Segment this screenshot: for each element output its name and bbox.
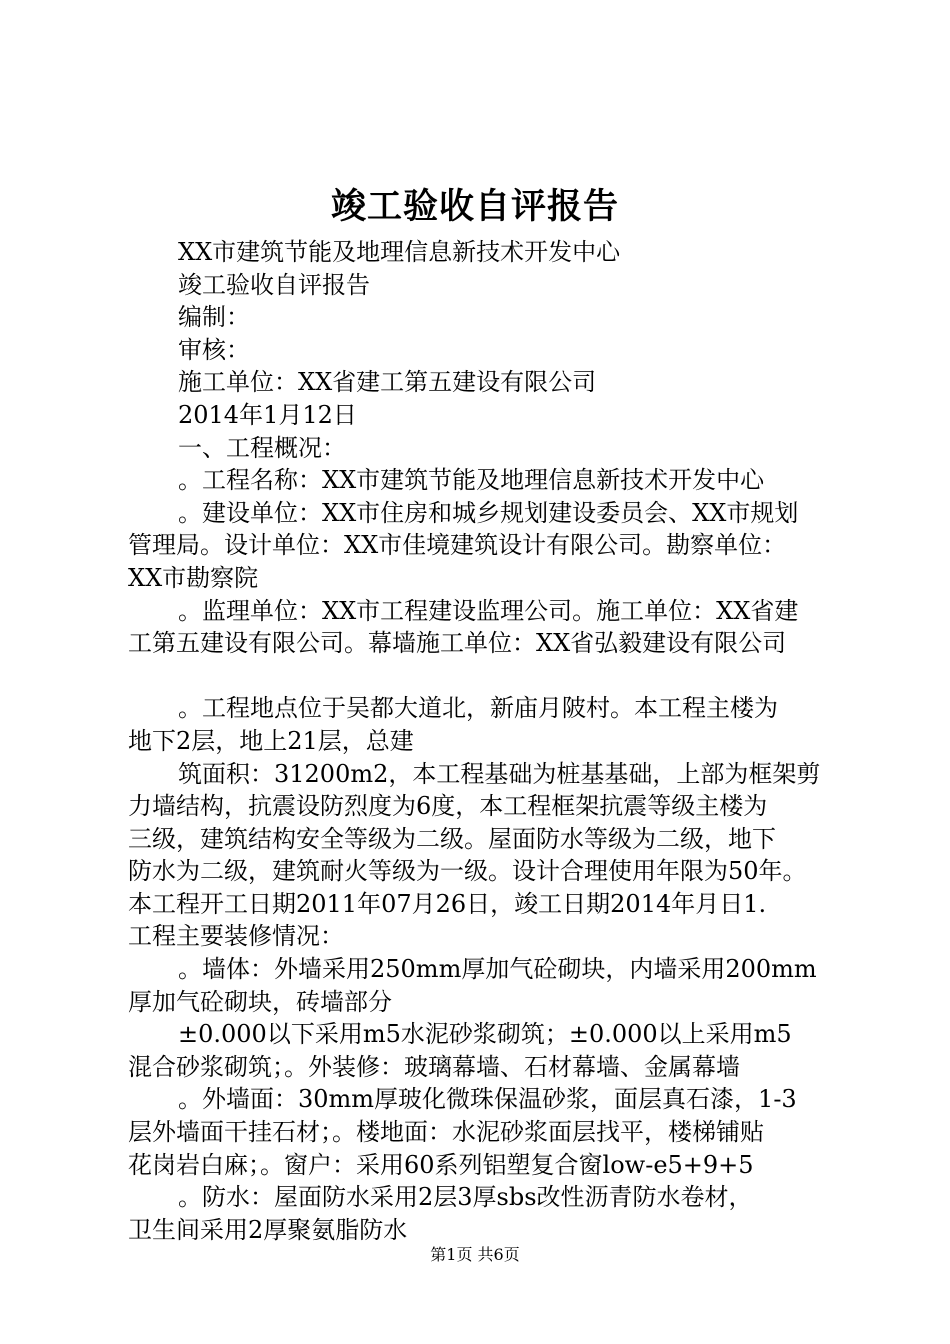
paragraph-line: 。监理单位：XX市工程建设监理公司。施工单位：XX省建 bbox=[178, 596, 799, 625]
paragraph-line: XX市建筑节能及地理信息新技术开发中心 bbox=[178, 238, 621, 266]
paragraph-line: 。墙体：外墙采用250mm厚加气砼砌块，内墙采用200mm bbox=[178, 955, 817, 984]
paragraph-line: 地下2层，地上21层，总建 bbox=[128, 726, 414, 755]
paragraph-line: 。工程名称：XX市建筑节能及地理信息新技术开发中心 bbox=[178, 466, 765, 495]
paragraph-line: 厚加气砼砌块，砖墙部分 bbox=[128, 987, 392, 1016]
document-body bbox=[128, 236, 834, 1246]
paragraph-line: 编制： bbox=[178, 303, 250, 332]
paragraph-line: 2014年1月12日 bbox=[178, 400, 357, 429]
paragraph-line: 层外墙面干挂石材；。楼地面：水泥砂浆面层找平，楼梯铺贴 bbox=[128, 1118, 764, 1147]
paragraph-line: 筑面积：31200m2，本工程基础为桩基基础，上部为框架剪 bbox=[178, 759, 821, 788]
paragraph-line: 审核： bbox=[178, 335, 250, 364]
paragraph-line: 竣工验收自评报告 bbox=[178, 270, 370, 299]
paragraph-line: 力墙结构，抗震设防烈度为6度，本工程框架抗震等级主楼为 bbox=[128, 792, 768, 821]
blank-line bbox=[128, 660, 834, 693]
paragraph-line: 工第五建设有限公司。幕墙施工单位：XX省弘毅建设有限公司 bbox=[128, 629, 787, 658]
paragraph-line: 三级，建筑结构安全等级为二级。屋面防水等级为二级，地下 bbox=[128, 824, 776, 853]
paragraph-line: 卫生间采用2厚聚氨脂防水 bbox=[128, 1215, 408, 1244]
paragraph-line: 混合砂浆砌筑；。外装修：玻璃幕墙、石材幕墙、金属幕墙 bbox=[128, 1052, 740, 1081]
paragraph-line: 施工单位：XX省建工第五建设有限公司 bbox=[178, 368, 597, 397]
document-title: 竣工验收自评报告 bbox=[330, 186, 619, 227]
paragraph-line: XX市勘察院 bbox=[128, 563, 259, 592]
paragraph-line: 本工程开工日期2011年07月26日，竣工日期2014年月日1. bbox=[128, 889, 767, 918]
paragraph-line: 防水为二级，建筑耐火等级为一级。设计合理使用年限为50年。 bbox=[128, 857, 807, 886]
section-heading: 一、工程概况： bbox=[178, 433, 346, 462]
paragraph-line: 管理局。设计单位：XX市佳境建筑设计有限公司。勘察单位： bbox=[128, 531, 787, 560]
paragraph-line: 。外墙面：30mm厚玻化微珠保温砂浆，面层真石漆，1-3 bbox=[178, 1085, 797, 1114]
paragraph-line: 。防水：屋面防水采用2层3厚sbs改性沥青防水卷材， bbox=[178, 1183, 753, 1212]
paragraph-line: 花岗岩白麻；。窗户：采用60系列铝塑复合窗low-e5+9+5 bbox=[128, 1150, 754, 1179]
paragraph-line: 。工程地点位于吴都大道北，新庙月陂村。本工程主楼为 bbox=[178, 694, 778, 723]
page-footer: 第1页 共6页 bbox=[430, 1245, 520, 1264]
paragraph-line: ±0.000以下采用m5水泥砂浆砌筑；±0.000以上采用m5 bbox=[178, 1020, 792, 1049]
paragraph-line: 。建设单位：XX市住房和城乡规划建设委员会、XX市规划 bbox=[178, 498, 799, 527]
paragraph-line: 工程主要装修情况： bbox=[128, 922, 344, 951]
